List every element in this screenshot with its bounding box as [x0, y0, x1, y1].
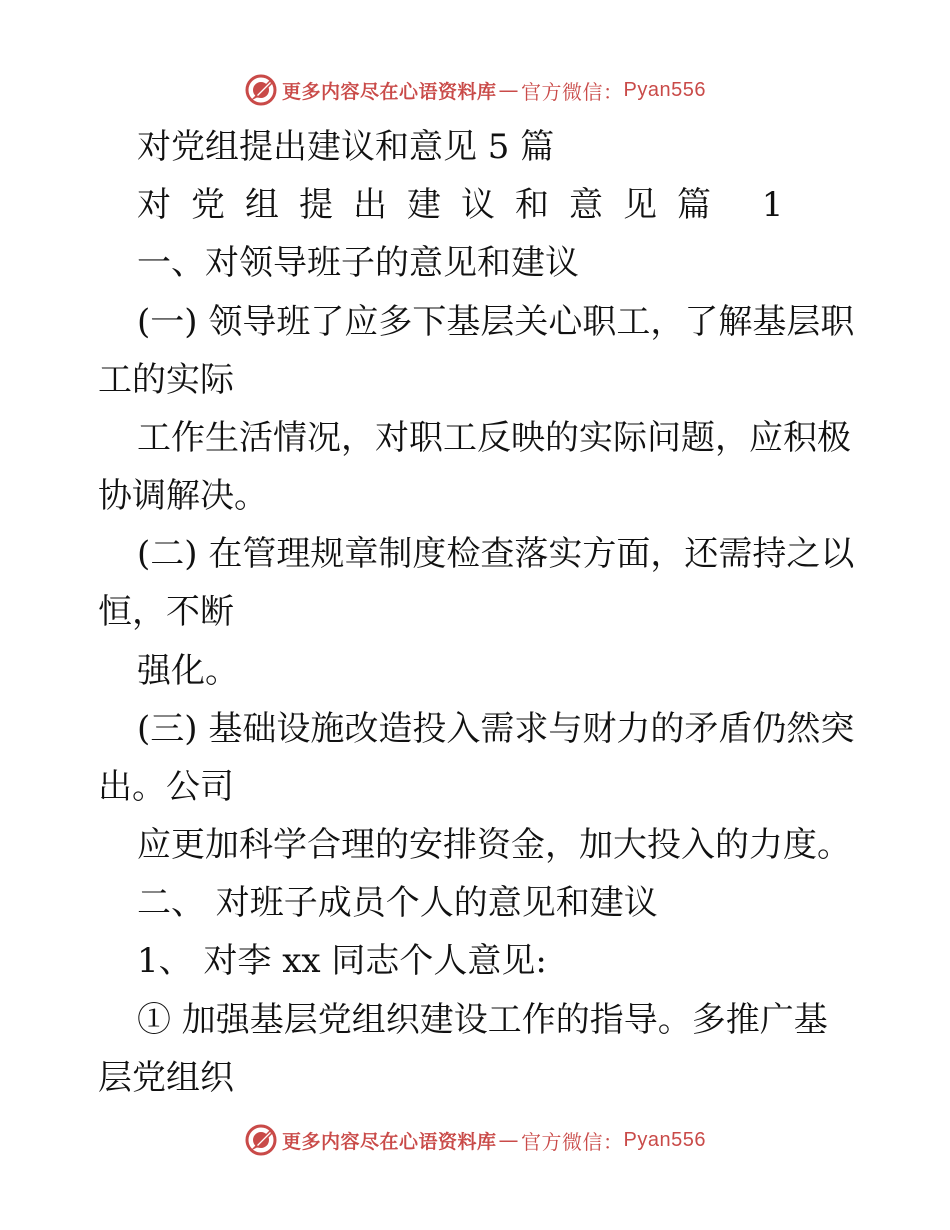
- watermark-wechat-label: 官方微信：: [521, 1129, 624, 1154]
- watermark-wechat-label: 官方微信：: [521, 79, 624, 104]
- paragraph-line: ① 加强基层党组织建设工作的指导。多推广基: [137, 1000, 828, 1040]
- paragraph-line: 层党组织: [98, 1058, 234, 1098]
- watermark-library-text: 更多内容尽在心语资料库: [282, 1130, 497, 1153]
- document-title: 对党组提出建议和意见 5 篇: [137, 127, 555, 167]
- watermark-wechat-id: Pyan556: [623, 78, 706, 101]
- paragraph-line: 强化。: [137, 651, 239, 691]
- subsection-heading: 一、对领导班子的意见和建议: [137, 243, 579, 283]
- paragraph-line: 工作生活情况，对职工反映的实际问题，应积极: [137, 418, 851, 458]
- section-heading: 对党组提出建议和意见篇 1: [137, 185, 804, 225]
- paragraph-line: 出。公司: [98, 767, 234, 807]
- paragraph-line: 恒，不断: [98, 592, 234, 632]
- watermark-banner-bottom: [0, 1120, 950, 1160]
- watermark-separator: —: [498, 1128, 520, 1152]
- watermark-library-text: 更多内容尽在心语资料库: [282, 80, 497, 103]
- paragraph-line: 1、 对李 xx 同志个人意见:: [137, 941, 547, 981]
- watermark-wechat-id: Pyan556: [623, 1128, 706, 1151]
- paragraph-line: 应更加科学合理的安排资金，加大投入的力度。: [137, 825, 851, 865]
- paragraph-line: (三) 基础设施改造投入需求与财力的矛盾仍然突: [137, 709, 855, 749]
- watermark-separator: —: [498, 78, 520, 102]
- pen-nib-logo-icon: [244, 1123, 278, 1157]
- paragraph-line: 工的实际: [98, 360, 234, 400]
- subsection-heading: 二、 对班子成员个人的意见和建议: [137, 883, 658, 923]
- paragraph-line: (一) 领导班了应多下基层关心职工，了解基层职: [137, 302, 855, 342]
- paragraph-line: 协调解决。: [98, 476, 268, 516]
- paragraph-line: (二) 在管理规章制度检查落实方面，还需持之以: [137, 534, 855, 574]
